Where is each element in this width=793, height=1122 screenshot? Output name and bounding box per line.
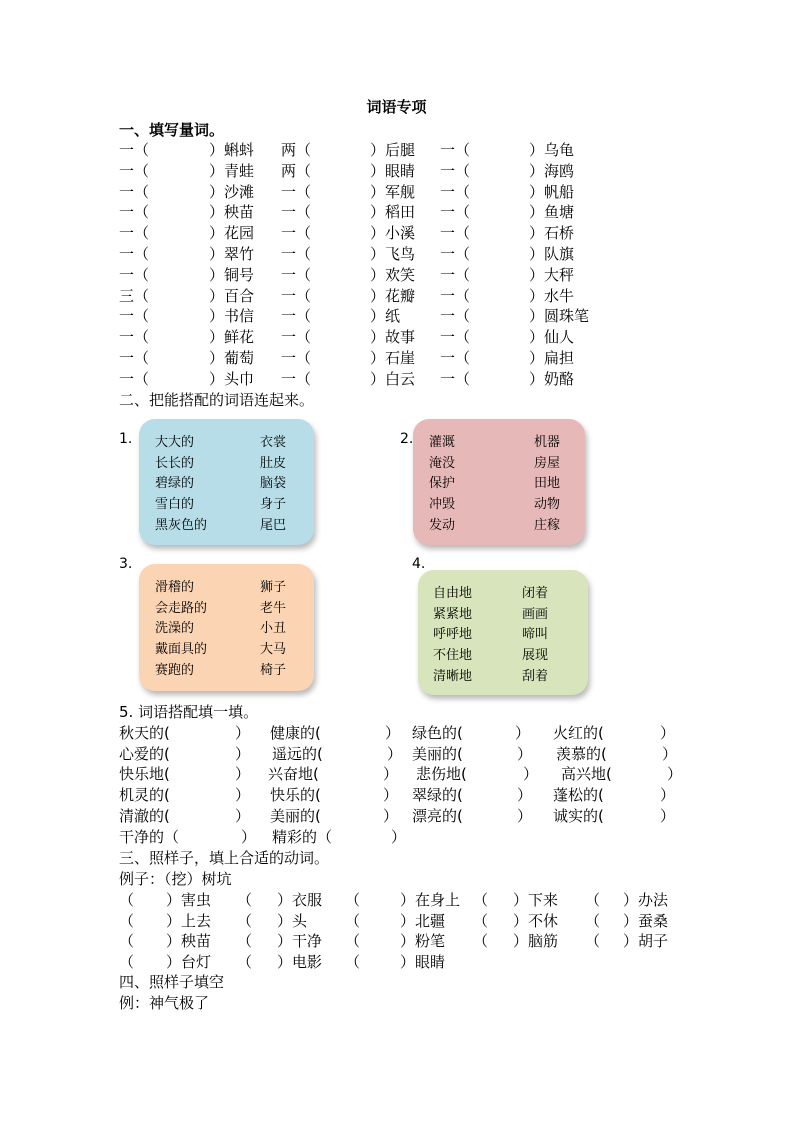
blank-prefix: 两（ bbox=[281, 161, 312, 180]
blank-noun: ）稻田 bbox=[370, 203, 416, 222]
blank-prefix: 一（ bbox=[440, 224, 471, 243]
collocation-blank-close: ） bbox=[517, 744, 533, 763]
match-word-left[interactable]: 呼呼地 bbox=[433, 627, 473, 643]
blank-prefix: 一（ bbox=[440, 265, 471, 284]
collocation-word: 快乐的( bbox=[270, 786, 321, 805]
blank-noun: ）葡萄 bbox=[209, 349, 255, 367]
collocation-blank-close: ） bbox=[660, 806, 676, 825]
match-word-left[interactable]: 赛跑的 bbox=[155, 662, 195, 678]
verb-object: ）上去 bbox=[166, 911, 212, 930]
blank-noun: ）圆珠笔 bbox=[529, 307, 590, 326]
blank-noun: ）鲜花 bbox=[209, 328, 255, 347]
blank-noun: ）青蛙 bbox=[209, 161, 255, 180]
match-word-right[interactable]: 狮子 bbox=[260, 580, 287, 595]
match-word-right[interactable]: 脑袋 bbox=[260, 476, 287, 492]
match-word-left[interactable]: 会走路的 bbox=[155, 600, 208, 616]
blank-noun: ）海鸥 bbox=[529, 161, 575, 180]
match-word-right[interactable]: 尾巴 bbox=[260, 517, 287, 533]
collocation-word: 遥远的( bbox=[272, 744, 323, 763]
verb-blank-open: （ bbox=[473, 932, 489, 951]
match-box bbox=[139, 564, 314, 691]
collocation-blank-close: ） bbox=[235, 724, 251, 742]
collocation-blank-close: ） bbox=[383, 806, 399, 825]
match-word-right[interactable]: 画画 bbox=[522, 606, 549, 622]
blank-prefix: 一（ bbox=[281, 182, 312, 201]
collocation-word: 兴奋地( bbox=[268, 765, 319, 784]
blank-noun: ）白云 bbox=[370, 369, 416, 388]
section3-example: 例子：（挖）树坑 bbox=[119, 870, 232, 888]
collocation-blank-close: ） bbox=[235, 786, 251, 805]
collocation-blank-close: ） bbox=[515, 724, 531, 742]
blank-noun: ）沙滩 bbox=[209, 182, 255, 201]
blank-prefix: 一（ bbox=[440, 182, 471, 201]
match-word-left[interactable]: 清晰地 bbox=[433, 668, 473, 684]
verb-blank-open: （ bbox=[237, 891, 253, 909]
verb-object: ）胡子 bbox=[623, 932, 669, 951]
verb-blank-open: （ bbox=[119, 932, 135, 951]
verb-blank-open: （ bbox=[119, 953, 135, 972]
match-box-number: 3. bbox=[119, 556, 133, 572]
collocation-word: 美丽的( bbox=[270, 806, 321, 825]
blank-prefix: 一（ bbox=[281, 203, 312, 222]
blank-prefix: 三（ bbox=[119, 286, 150, 305]
blank-prefix: 一（ bbox=[440, 349, 471, 367]
blank-noun: ）小溪 bbox=[370, 224, 416, 243]
blank-noun: ）铜号 bbox=[209, 265, 255, 284]
blank-noun: ）后腿 bbox=[370, 141, 416, 159]
match-word-right[interactable]: 啼叫 bbox=[522, 627, 549, 643]
blank-prefix: 一（ bbox=[119, 141, 150, 159]
section2-heading: 二、把能搭配的词语连起来。 bbox=[119, 391, 315, 409]
match-word-left[interactable]: 自由地 bbox=[433, 586, 473, 601]
verb-object: ）害虫 bbox=[166, 891, 212, 909]
verb-object: ）蚕桑 bbox=[623, 911, 669, 930]
match-word-right[interactable]: 动物 bbox=[534, 497, 561, 513]
section4-heading: 四、照样子填空 bbox=[119, 973, 225, 991]
verb-blank-open: （ bbox=[119, 911, 135, 930]
verb-object: ）不休 bbox=[513, 911, 559, 930]
collocation-word: 漂亮的( bbox=[412, 806, 463, 825]
verb-object: ）在身上 bbox=[400, 891, 461, 909]
blank-prefix: 一（ bbox=[119, 224, 150, 243]
match-word-left[interactable]: 长长的 bbox=[155, 455, 195, 471]
match-word-left[interactable]: 黑灰色的 bbox=[155, 517, 208, 533]
blank-noun: ）石桥 bbox=[529, 224, 575, 243]
collocation-word: 秋天的( bbox=[119, 724, 170, 742]
blank-noun: ）翠竹 bbox=[209, 245, 255, 263]
match-word-left[interactable]: 洗澡的 bbox=[155, 621, 195, 637]
verb-object: ）台灯 bbox=[166, 953, 212, 972]
verb-blank-open: （ bbox=[119, 891, 135, 909]
match-word-left[interactable]: 不住地 bbox=[433, 648, 473, 664]
match-word-right[interactable]: 闭着 bbox=[522, 586, 549, 601]
blank-prefix: 一（ bbox=[281, 245, 312, 263]
section3-heading: 三、照样子，填上合适的动词。 bbox=[119, 849, 330, 867]
blank-prefix: 一（ bbox=[119, 265, 150, 284]
blank-noun: ）扁担 bbox=[529, 349, 575, 367]
match-word-right[interactable]: 椅子 bbox=[260, 662, 287, 678]
blank-prefix: 一（ bbox=[440, 286, 471, 305]
blank-noun: ）欢笑 bbox=[370, 265, 416, 284]
match-box-number: 2. bbox=[400, 431, 414, 447]
collocation-word: 诚实的( bbox=[553, 806, 604, 825]
collocation-blank-close: ） bbox=[517, 806, 533, 825]
collocation-word: 精彩的（ bbox=[272, 827, 333, 846]
collocation-word: 蓬松的( bbox=[553, 786, 604, 805]
collocation-blank-close: ） bbox=[523, 765, 539, 784]
collocation-blank-close: ） bbox=[660, 724, 676, 742]
blank-noun: ）书信 bbox=[209, 307, 255, 326]
match-box bbox=[139, 419, 314, 545]
blank-prefix: 一（ bbox=[281, 369, 312, 388]
blank-prefix: 一（ bbox=[119, 203, 150, 222]
collocation-word: 绿色的( bbox=[412, 724, 463, 742]
match-word-left[interactable]: 保护 bbox=[429, 476, 456, 492]
blank-prefix: 一（ bbox=[281, 224, 312, 243]
blank-prefix: 两（ bbox=[281, 141, 312, 159]
blank-prefix: 一（ bbox=[440, 369, 471, 388]
verb-blank-open: （ bbox=[473, 891, 489, 909]
verb-blank-open: （ bbox=[345, 911, 361, 930]
collocation-word: 心爱的( bbox=[119, 744, 170, 763]
blank-noun: ）鱼塘 bbox=[529, 203, 575, 222]
verb-object: ）头 bbox=[277, 911, 308, 930]
match-word-right[interactable]: 身子 bbox=[260, 497, 287, 513]
blank-prefix: 一（ bbox=[440, 245, 471, 263]
blank-prefix: 一（ bbox=[281, 265, 312, 284]
match-word-left[interactable]: 碧绿的 bbox=[155, 476, 195, 492]
collocation-blank-close: ） bbox=[391, 827, 407, 846]
blank-noun: ）花园 bbox=[209, 224, 255, 243]
collocation-blank-close: ） bbox=[517, 786, 533, 805]
collocation-blank-close: ） bbox=[241, 827, 257, 846]
blank-noun: ）队旗 bbox=[529, 245, 575, 263]
collocation-word: 清澈的( bbox=[119, 806, 170, 825]
verb-blank-open: （ bbox=[345, 953, 361, 972]
blank-prefix: 一（ bbox=[119, 307, 150, 326]
collocation-word: 美丽的( bbox=[412, 744, 463, 763]
blank-noun: ）水牛 bbox=[529, 286, 575, 305]
match-word-left[interactable]: 滑稽的 bbox=[155, 580, 195, 595]
blank-prefix: 一（ bbox=[281, 349, 312, 367]
blank-noun: ）乌龟 bbox=[529, 141, 575, 159]
blank-noun: ）大秤 bbox=[529, 265, 575, 284]
blank-prefix: 一（ bbox=[119, 161, 150, 180]
verb-blank-open: （ bbox=[473, 911, 489, 930]
collocation-blank-close: ） bbox=[383, 765, 399, 784]
match-word-right[interactable]: 房屋 bbox=[534, 455, 561, 471]
blank-noun: ）奶酪 bbox=[529, 369, 575, 388]
collocation-blank-close: ） bbox=[662, 744, 678, 763]
match-word-right[interactable]: 大马 bbox=[260, 642, 287, 658]
verb-blank-open: （ bbox=[237, 911, 253, 930]
match-word-right[interactable]: 肚皮 bbox=[260, 455, 287, 471]
collocation-blank-close: ） bbox=[385, 724, 401, 742]
match-box-number: 1. bbox=[119, 431, 133, 447]
section5-heading: 5. 词语搭配填一填。 bbox=[119, 703, 259, 721]
blank-prefix: 一（ bbox=[281, 307, 312, 326]
verb-object: ）脑筋 bbox=[513, 932, 559, 951]
match-box-number: 4. bbox=[412, 556, 426, 572]
blank-prefix: 一（ bbox=[440, 328, 471, 347]
match-word-left[interactable]: 大大的 bbox=[155, 435, 195, 450]
blank-noun: ）眼睛 bbox=[370, 161, 416, 180]
collocation-word: 翠绿的( bbox=[412, 786, 463, 805]
blank-noun: ）帆船 bbox=[529, 182, 575, 201]
blank-prefix: 一（ bbox=[440, 203, 471, 222]
match-word-right[interactable]: 田地 bbox=[534, 476, 561, 492]
collocation-word: 火红的( bbox=[553, 724, 604, 742]
blank-noun: ）故事 bbox=[370, 328, 416, 347]
blank-prefix: 一（ bbox=[119, 245, 150, 263]
collocation-blank-close: ） bbox=[387, 744, 403, 763]
collocation-blank-close: ） bbox=[235, 806, 251, 825]
verb-object: ）衣服 bbox=[277, 891, 323, 909]
verb-blank-open: （ bbox=[585, 932, 601, 951]
blank-noun: ）蝌蚪 bbox=[209, 141, 255, 159]
verb-blank-open: （ bbox=[237, 932, 253, 951]
verb-blank-open: （ bbox=[585, 911, 601, 930]
verb-object: ）干净 bbox=[277, 932, 323, 951]
blank-noun: ）百合 bbox=[209, 286, 255, 305]
collocation-word: 悲伤地( bbox=[416, 765, 467, 784]
blank-prefix: 一（ bbox=[440, 307, 471, 326]
blank-prefix: 一（ bbox=[440, 161, 471, 180]
verb-blank-open: （ bbox=[585, 891, 601, 909]
match-word-left[interactable]: 发动 bbox=[429, 517, 456, 533]
page-title: 词语专项 bbox=[366, 98, 427, 116]
collocation-word: 干净的（ bbox=[119, 827, 180, 846]
match-word-left[interactable]: 戴面具的 bbox=[155, 642, 208, 658]
verb-blank-open: （ bbox=[345, 891, 361, 909]
match-word-right[interactable]: 展现 bbox=[522, 648, 549, 664]
match-word-right[interactable]: 小丑 bbox=[260, 621, 287, 637]
blank-noun: ）飞鸟 bbox=[370, 245, 416, 263]
blank-prefix: 一（ bbox=[119, 182, 150, 201]
collocation-blank-close: ） bbox=[660, 786, 676, 805]
match-word-left[interactable]: 灌溉 bbox=[429, 435, 456, 450]
match-word-left[interactable]: 淹没 bbox=[429, 455, 456, 471]
match-word-right[interactable]: 老牛 bbox=[260, 600, 287, 616]
match-word-left[interactable]: 紧紧地 bbox=[433, 606, 473, 622]
verb-object: ）北疆 bbox=[400, 911, 446, 930]
match-word-right[interactable]: 机器 bbox=[534, 435, 561, 450]
blank-prefix: 一（ bbox=[440, 141, 471, 159]
verb-blank-open: （ bbox=[345, 932, 361, 951]
verb-object: ）粉笔 bbox=[400, 932, 446, 951]
match-word-right[interactable]: 庄稼 bbox=[534, 517, 561, 533]
blank-noun: ）秧苗 bbox=[209, 203, 255, 222]
blank-noun: ）头巾 bbox=[209, 369, 255, 388]
collocation-word: 快乐地( bbox=[119, 765, 170, 784]
match-word-left[interactable]: 雪白的 bbox=[155, 497, 195, 513]
blank-prefix: 一（ bbox=[119, 349, 150, 367]
collocation-word: 健康的( bbox=[270, 724, 321, 742]
collocation-word: 羡慕的( bbox=[556, 744, 607, 763]
verb-object: ）眼睛 bbox=[400, 953, 446, 972]
collocation-blank-close: ） bbox=[383, 786, 399, 805]
collocation-word: 高兴地( bbox=[561, 765, 612, 784]
collocation-blank-close: ） bbox=[667, 765, 683, 784]
section1-heading: 一、填写量词。 bbox=[119, 121, 225, 139]
collocation-blank-close: ） bbox=[235, 744, 251, 763]
blank-prefix: 一（ bbox=[281, 286, 312, 305]
verb-blank-open: （ bbox=[237, 953, 253, 972]
blank-noun: ）仙人 bbox=[529, 328, 575, 347]
verb-object: ）下来 bbox=[513, 891, 559, 909]
blank-prefix: 一（ bbox=[119, 369, 150, 388]
match-word-right[interactable]: 衣裳 bbox=[260, 435, 287, 450]
blank-prefix: 一（ bbox=[281, 328, 312, 347]
match-word-left[interactable]: 冲毁 bbox=[429, 497, 456, 513]
verb-object: ）秧苗 bbox=[166, 932, 212, 951]
blank-prefix: 一（ bbox=[119, 328, 150, 347]
section4-example: 例：神气极了 bbox=[119, 994, 210, 1012]
blank-noun: ）军舰 bbox=[370, 182, 416, 201]
match-box bbox=[413, 419, 585, 545]
blank-noun: ）花瓣 bbox=[370, 286, 416, 305]
blank-noun: ）纸 bbox=[370, 307, 401, 326]
collocation-word: 机灵的( bbox=[119, 786, 170, 805]
match-word-right[interactable]: 刮着 bbox=[522, 668, 549, 684]
blank-noun: ）石崖 bbox=[370, 349, 416, 367]
verb-object: ）办法 bbox=[623, 891, 669, 909]
verb-object: ）电影 bbox=[277, 953, 323, 972]
collocation-blank-close: ） bbox=[235, 765, 251, 784]
match-box bbox=[418, 570, 588, 695]
